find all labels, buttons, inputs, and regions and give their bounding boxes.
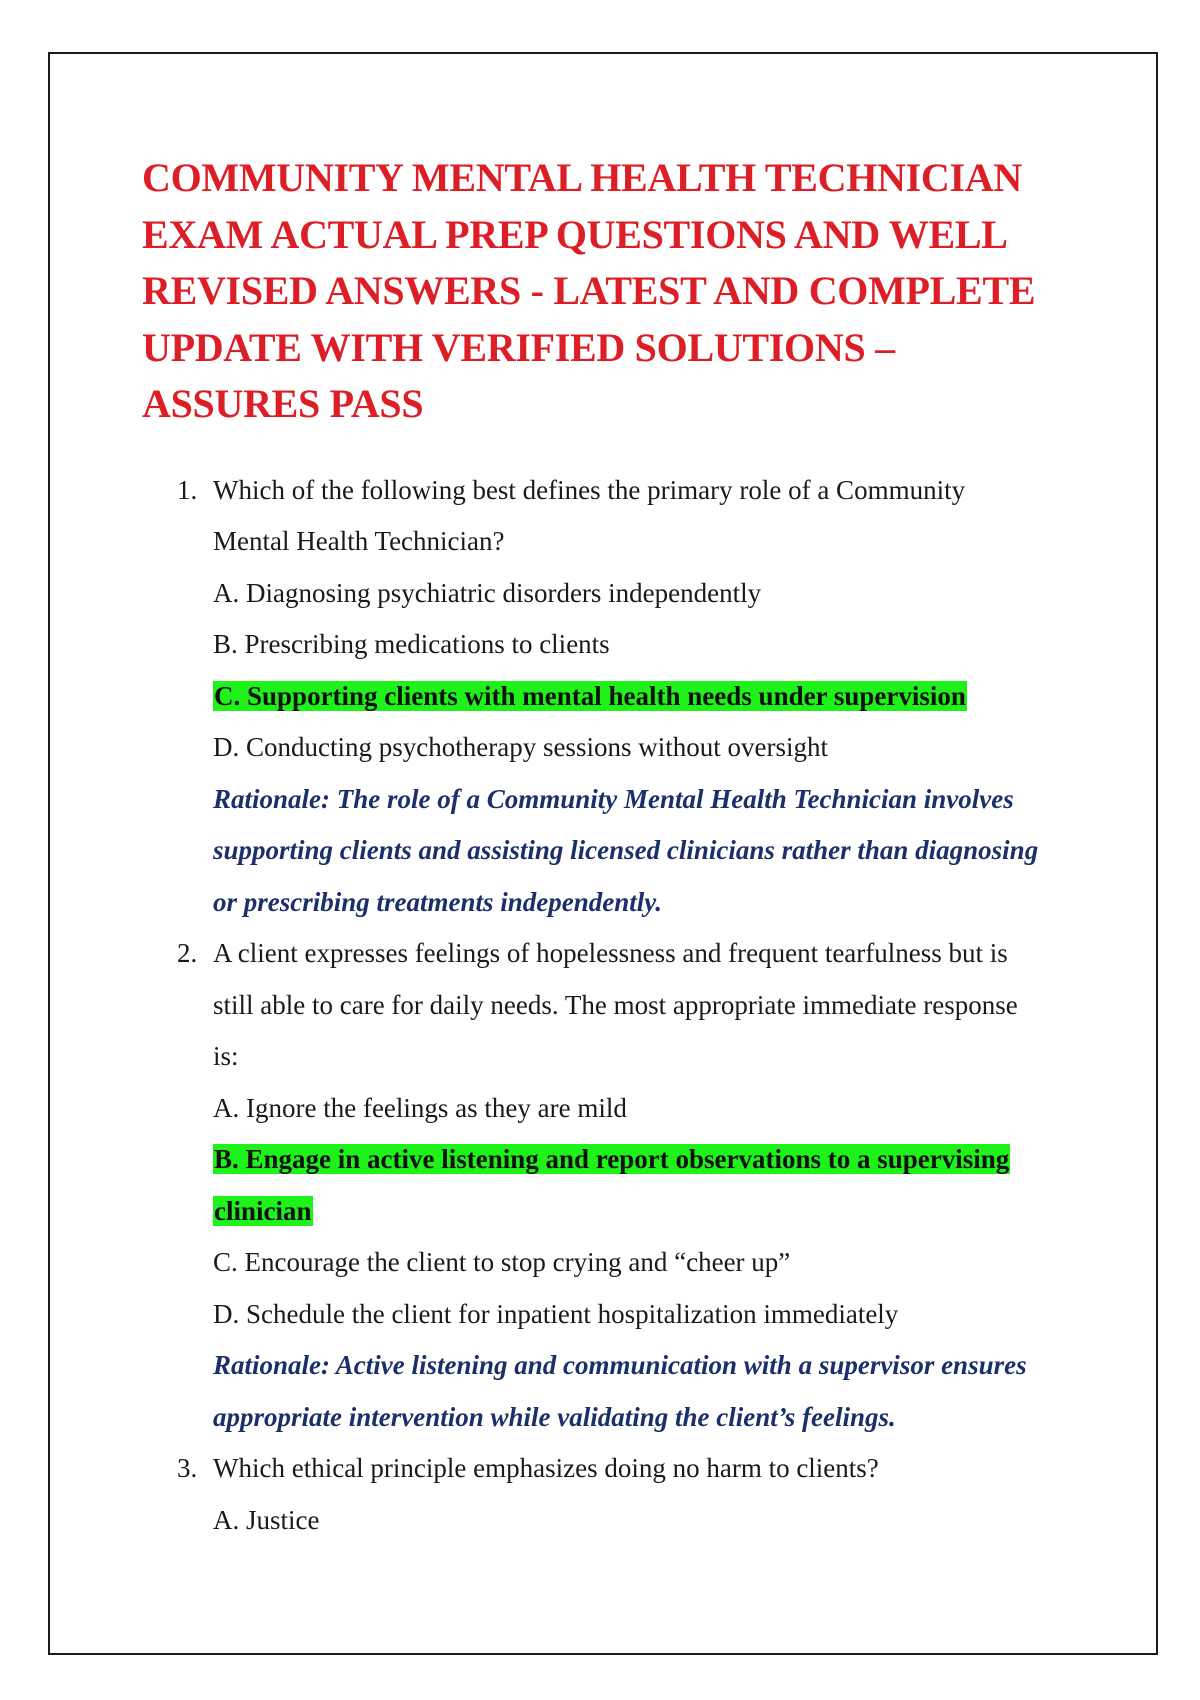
correct-answer-highlight: B. Engage in active listening and report observations to a supervising <box>214 1144 1010 1174</box>
question-number: 3. <box>177 1453 198 1483</box>
rationale-line: Rationale: The role of a Community Mental Health Technician involves <box>213 784 1014 814</box>
option-d: D. Conducting psychotherapy sessions without oversight <box>213 732 828 762</box>
option-c-correct <box>213 679 967 713</box>
option-d: D. Schedule the client for inpatient hospitalization immediately <box>213 1299 899 1329</box>
option-b-correct-continued <box>213 1194 313 1228</box>
question-stem-line: still able to care for daily needs. The most appropriate immediate response <box>213 990 1018 1020</box>
question-stem-line: Which ethical principle emphasizes doing no harm to clients? <box>213 1453 879 1483</box>
option-a: A. Ignore the feelings as they are mild <box>213 1093 627 1123</box>
question-number: 1. <box>177 475 198 505</box>
option-b-correct <box>213 1142 1010 1176</box>
option-a: A. Diagnosing psychiatric disorders independently <box>213 578 762 608</box>
question-number: 2. <box>177 938 198 968</box>
title-line: COMMUNITY MENTAL HEALTH TECHNICIAN <box>142 155 1022 200</box>
question-stem-line: Mental Health Technician? <box>213 526 505 556</box>
correct-answer-highlight: C. Supporting clients with mental health needs under supervision <box>214 681 966 711</box>
correct-answer-highlight: clinician <box>214 1196 312 1226</box>
option-b: B. Prescribing medications to clients <box>213 629 610 659</box>
rationale-line: or prescribing treatments independently. <box>213 887 663 917</box>
title-line: ASSURES PASS <box>142 381 424 426</box>
title-line: EXAM ACTUAL PREP QUESTIONS AND WELL <box>142 211 1008 257</box>
question-stem-line: is: <box>213 1041 239 1071</box>
rationale-line: supporting clients and assisting licensed clinicians rather than diagnosing <box>213 835 1039 865</box>
title-line: REVISED ANSWERS - LATEST AND COMPLETE <box>142 268 1036 313</box>
question-stem-line: A client expresses feelings of hopelessness and frequent tearfulness but is <box>213 938 1008 968</box>
title-line: UPDATE WITH VERIFIED SOLUTIONS – <box>142 324 895 370</box>
option-c: C. Encourage the client to stop crying and “cheer up” <box>213 1247 791 1277</box>
rationale-line: appropriate intervention while validating the client’s feelings. <box>213 1402 896 1432</box>
question-stem-line: Which of the following best defines the primary role of a Community <box>213 475 966 505</box>
rationale-line: Rationale: Active listening and communication with a supervisor ensures <box>213 1350 1027 1380</box>
option-a: A. Justice <box>213 1505 320 1535</box>
document-title <box>142 150 1072 433</box>
